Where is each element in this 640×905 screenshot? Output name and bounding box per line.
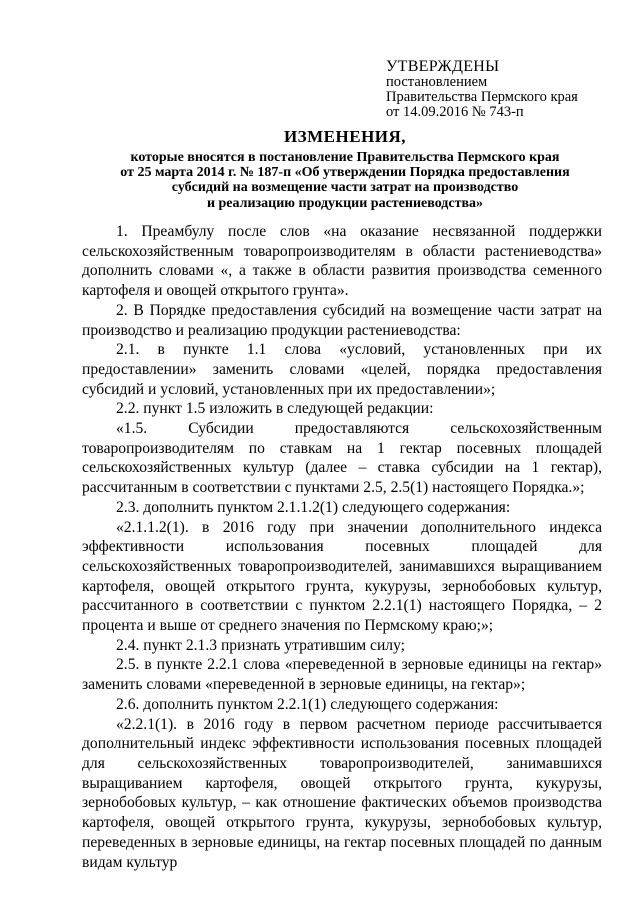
document-heading [80,127,610,211]
approval-title: УТВЕРЖДЕНЫ [386,58,500,75]
paragraph-2-6-quote: «2.2.1(1). в 2016 году в первом расчетном периоде рассчитывается дополнительный индекс эффективности использования посевных площадей для сельскохозяйственных товаропроизводителей, занимавшихся выращиванием картофеля, овощей открытого грунта, кукурузы, зернобобовых культур, – как отношение фактических объемов производства картофеля, овощей открытого грунта, кукурузы, зернобобовых культур, переведенных в зерновые единицы, на гектар посевных площадей по данным видам культур [82,715,602,871]
document-body [82,222,602,872]
paragraph-2-1: 2.1. в пункте 1.1 слова «условий, установленных при их предоставлении» заменить словами «целей, порядка предоставления субсидий и условий, установленных при их предоставлении»; [82,341,602,398]
paragraph-2: 2. В Порядке предоставления субсидий на возмещение части затрат на производство и реализацию продукции растениеводства: [82,301,602,339]
approval-stamp [386,58,626,120]
subtitle-line: и реализацию продукции растениеводства» [206,195,484,211]
document-title: ИЗМЕНЕНИЯ, [283,127,407,146]
paragraph-2-5: 2.5. в пункте 2.2.1 слова «переведенной в зерновые единицы на гектар» заменить словами «переведенной в зерновые единицы, на гектар»; [82,656,602,694]
paragraph-2-2: 2.2. пункт 1.5 изложить в следующей редакции: [116,400,434,418]
paragraph-2-6: 2.6. дополнить пунктом 2.2.1(1) следующего содержания: [116,695,499,713]
paragraph-2-2-quote: «1.5. Субсидии предоставляются сельскохозяйственным товаропроизводителям по ставкам на 1 гектар посевных площадей сельскохозяйственных культур (далее – ставка субсидии на 1 гектар), рассчитанным в соответствии с пунктами 2.5, 2.5(1) настоящего Порядка.»; [82,420,602,497]
paragraph-2-3: 2.3. дополнить пунктом 2.1.1.2(1) следующего содержания: [116,498,511,516]
subtitle-line: субсидий на возмещение части затрат на производство [171,180,519,196]
paragraph-2-4: 2.4. пункт 2.1.3 признать утратившим силу; [116,636,406,654]
subtitle-line: от 25 марта 2014 г. № 187-п «Об утверждении Порядка предоставления [120,165,570,181]
paragraph-2-3-quote: «2.1.1.2(1). в 2016 году при значении дополнительного индекса эффективности использования посевных площадей для сельскохозяйственных товаропроизводителей, занимавшихся выращиванием картофеля, овощей открытого грунта, кукурузы, зернобобовых культур, рассчитанного в соответствии с пунктом 2.2.1(1) настоящего Порядка, – 2 процента и выше от среднего значения по Пермскому краю;»; [82,518,602,635]
paragraph-1: 1. Преамбулу после слов «на оказание несвязанной поддержки сельскохозяйственным товаропроизводителям в области растениеводства» дополнить словами «, а также в области развития производства семенного картофеля и овощей открытого грунта». [82,223,602,300]
approval-line-1: постановлением [386,74,488,90]
document-subtitle [80,150,610,211]
approval-line-2: Правительства Пермского края [386,89,578,105]
subtitle-line: которые вносятся в постановление Правительства Пермского края [130,150,560,165]
approval-line-3: от 14.09.2016 № 743-п [386,104,524,120]
